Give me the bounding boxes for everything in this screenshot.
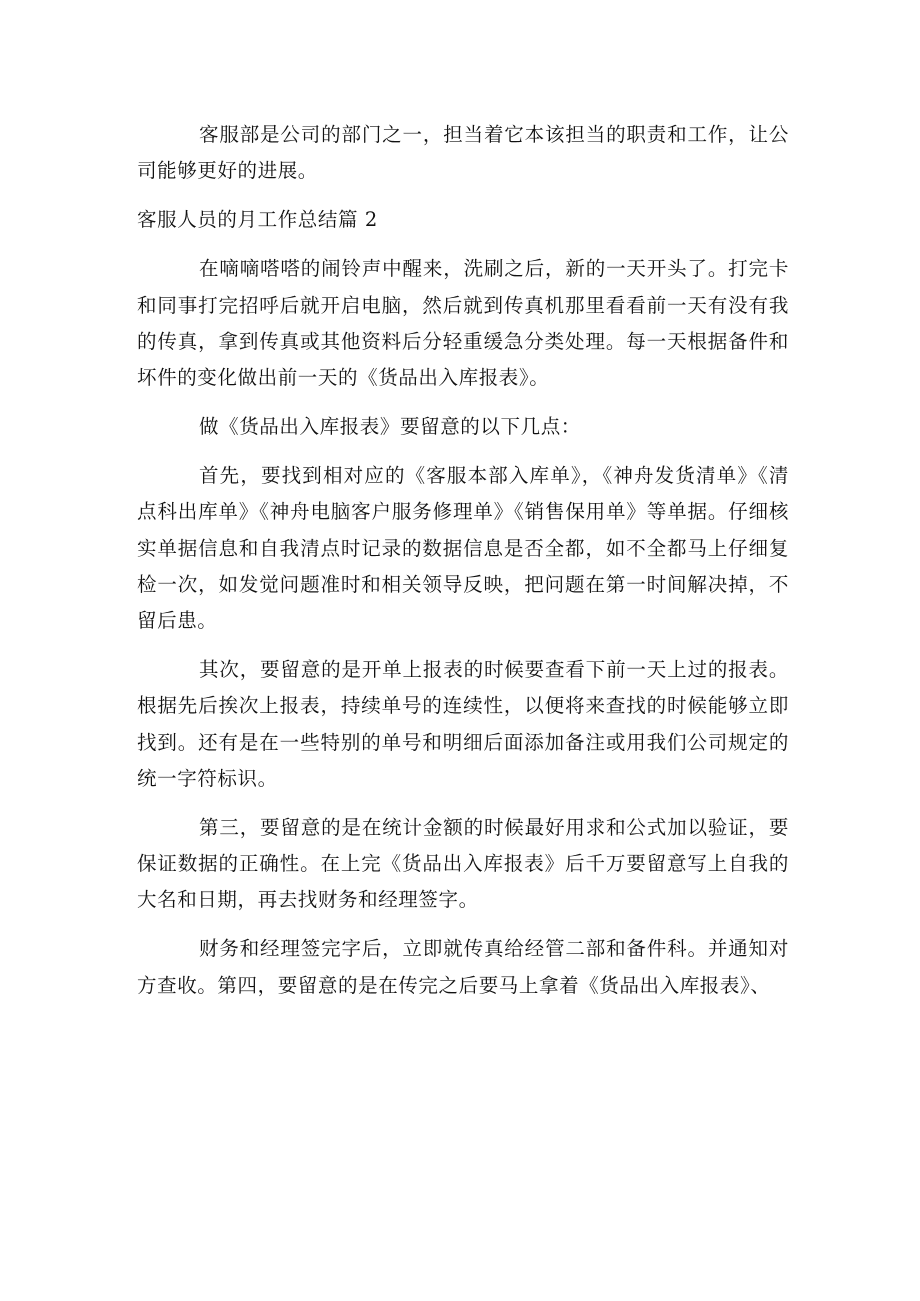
paragraph-first-point: 首先，要找到相对应的《客服本部入库单》，《神舟发货清单》《清点科出库单》《神舟电脑客户服务修理单》《销售保用单》等单据。仔细核实单据信息和自我清点时记录的数据信息是否全都，如不全都马上仔细复检一次，如发觉问题准时和相关领导反映，把问题在第一时间解决掉，不留后患。 xyxy=(137,464,789,632)
paragraph-report-points: 做《货品出入库报表》要留意的以下几点： xyxy=(199,415,581,439)
paragraph-morning-routine: 在嘀嘀嗒嗒的闹铃声中醒来，洗刷之后，新的一天开头了。打完卡和同事打完招呼后就开启电脑，然后就到传真机那里看看前一天有没有我的传真，拿到传真或其他资料后分轻重缓急分类处理。每一天根据备件和坏件的变化做出前一天的《货品出入库报表》。 xyxy=(137,257,789,389)
section-heading: 客服人员的月工作总结篇 2 xyxy=(137,208,378,232)
paragraph-fourth-point: 财务和经理签完字后，立即就传真给经管二部和备件科。并通知对方查收。第四，要留意的是在传完之后要马上拿着《货品出入库报表》、 xyxy=(137,937,789,997)
paragraph-second-point: 其次，要留意的是开单上报表的时候要查看下前一天上过的报表。根据先后挨次上报表，持续单号的连续性，以便将来查找的时候能够立即找到。还有是在一些特别的单号和明细后面添加备注或用我们公司规定的统一字符标识。 xyxy=(137,658,789,790)
paragraph-third-point: 第三，要留意的是在统计金额的时候最好用求和公式加以验证，要保证数据的正确性。在上完《货品出入库报表》后千万要留意写上自我的大名和日期，再去找财务和经理签字。 xyxy=(137,815,789,912)
paragraph-intro: 客服部是公司的部门之一，担当着它本该担当的职责和工作，让公司能够更好的进展。 xyxy=(137,123,789,183)
document-body xyxy=(137,117,789,1017)
